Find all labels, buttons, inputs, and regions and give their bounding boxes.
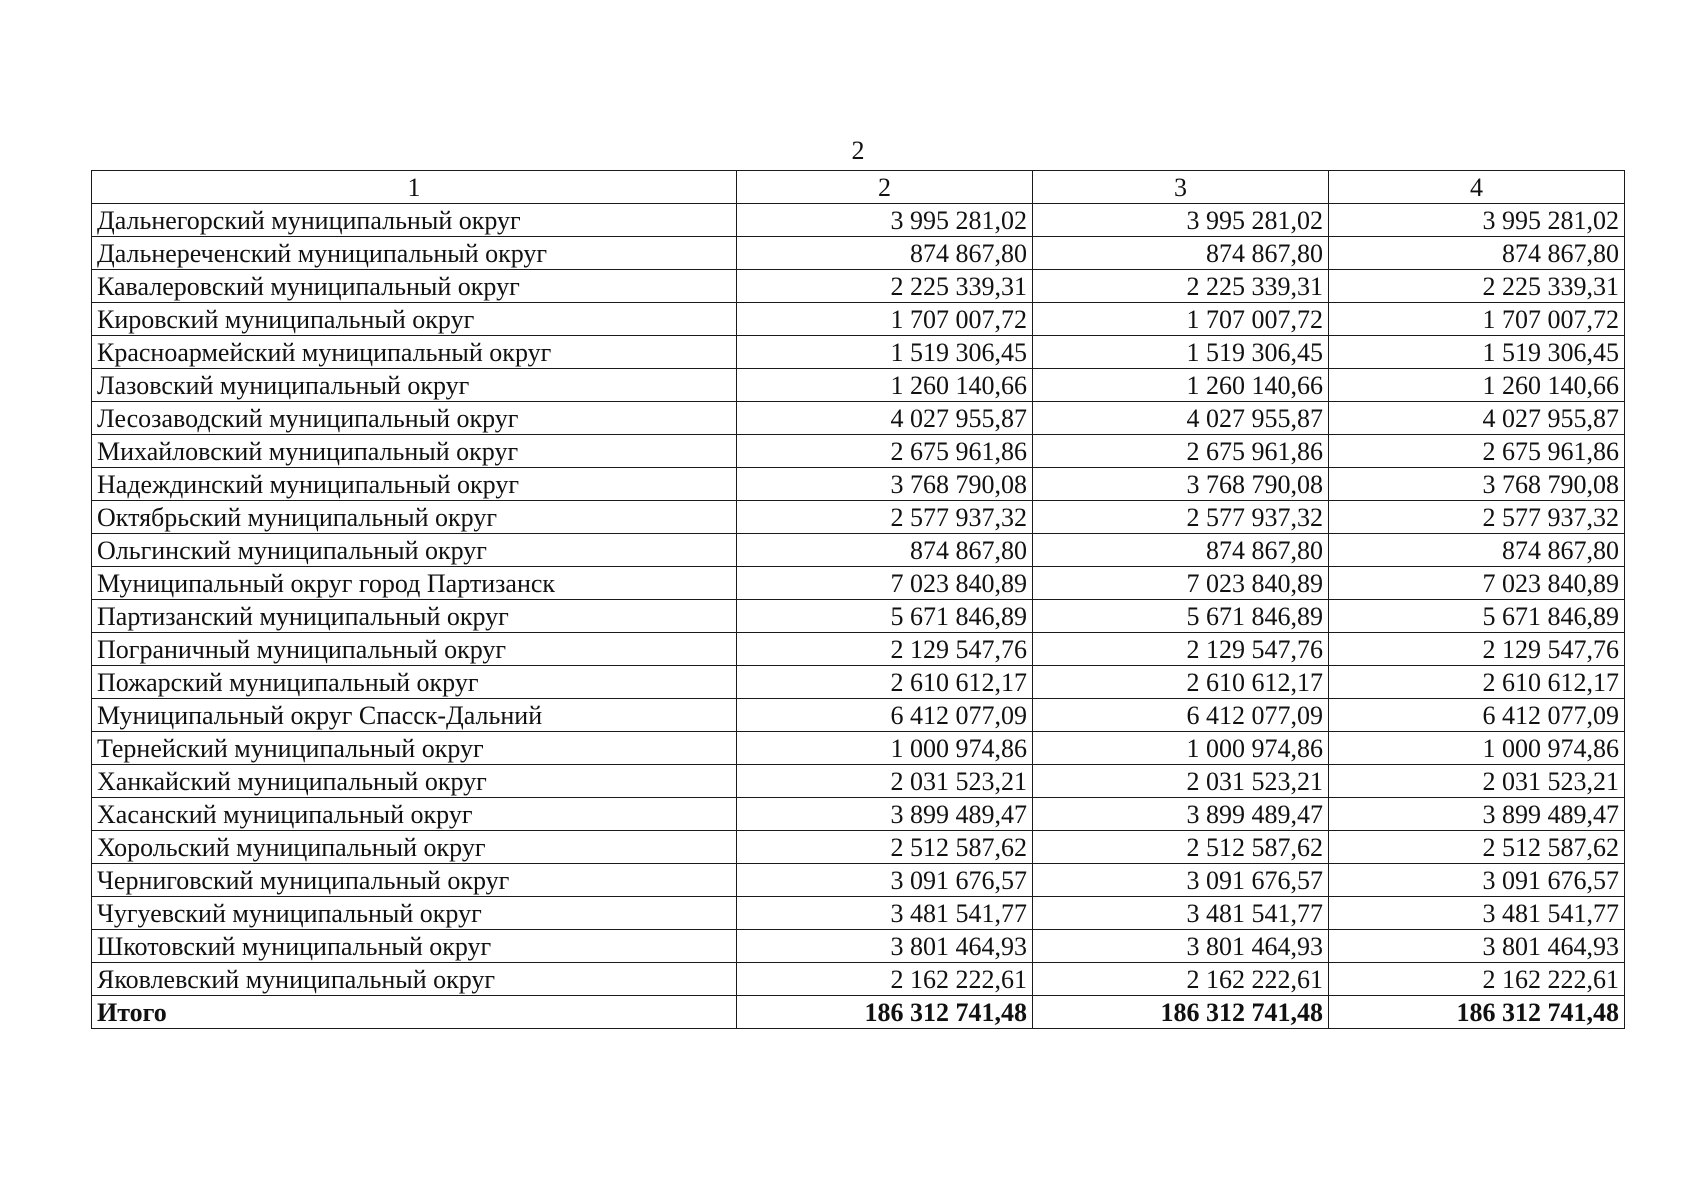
amount-cell: 3 091 676,57 bbox=[737, 864, 1033, 897]
amount-cell: 1 000 974,86 bbox=[1329, 732, 1625, 765]
amount-cell: 3 801 464,93 bbox=[737, 930, 1033, 963]
municipality-name-cell: Муниципальный округ город Партизанск bbox=[92, 567, 737, 600]
table-row bbox=[92, 765, 1625, 798]
amount-cell: 2 162 222,61 bbox=[1329, 963, 1625, 996]
table-row bbox=[92, 666, 1625, 699]
amount-cell: 4 027 955,87 bbox=[1033, 402, 1329, 435]
column-header: 1 bbox=[92, 171, 737, 204]
municipality-name-cell: Хасанский муниципальный округ bbox=[92, 798, 737, 831]
amount-cell: 1 260 140,66 bbox=[737, 369, 1033, 402]
table-row bbox=[92, 963, 1625, 996]
amount-cell: 6 412 077,09 bbox=[737, 699, 1033, 732]
amount-cell: 1 707 007,72 bbox=[737, 303, 1033, 336]
municipality-name-cell: Яковлевский муниципальный округ bbox=[92, 963, 737, 996]
amount-cell: 1 260 140,66 bbox=[1329, 369, 1625, 402]
amount-cell: 874 867,80 bbox=[737, 237, 1033, 270]
amount-cell: 3 091 676,57 bbox=[1329, 864, 1625, 897]
page-number: 2 bbox=[851, 136, 865, 165]
amount-cell: 2 577 937,32 bbox=[1033, 501, 1329, 534]
amount-cell: 4 027 955,87 bbox=[1329, 402, 1625, 435]
amount-cell: 1 519 306,45 bbox=[737, 336, 1033, 369]
table-row bbox=[92, 468, 1625, 501]
amount-cell: 3 481 541,77 bbox=[1033, 897, 1329, 930]
amount-cell: 2 162 222,61 bbox=[737, 963, 1033, 996]
municipality-name-cell: Тернейский муниципальный округ bbox=[92, 732, 737, 765]
municipality-name-cell: Партизанский муниципальный округ bbox=[92, 600, 737, 633]
table-row bbox=[92, 930, 1625, 963]
amount-cell: 4 027 955,87 bbox=[737, 402, 1033, 435]
table-row bbox=[92, 534, 1625, 567]
table-row bbox=[92, 402, 1625, 435]
amount-cell: 1 260 140,66 bbox=[1033, 369, 1329, 402]
amount-cell: 3 995 281,02 bbox=[737, 204, 1033, 237]
amount-cell: 1 707 007,72 bbox=[1033, 303, 1329, 336]
table-row bbox=[92, 600, 1625, 633]
municipality-name-cell: Лазовский муниципальный округ bbox=[92, 369, 737, 402]
amount-cell: 1 519 306,45 bbox=[1033, 336, 1329, 369]
amount-cell: 1 707 007,72 bbox=[1329, 303, 1625, 336]
amount-cell: 2 610 612,17 bbox=[1329, 666, 1625, 699]
municipality-name-cell: Ольгинский муниципальный округ bbox=[92, 534, 737, 567]
municipality-name-cell: Хорольский муниципальный округ bbox=[92, 831, 737, 864]
table-row bbox=[92, 864, 1625, 897]
amount-cell: 3 481 541,77 bbox=[1329, 897, 1625, 930]
amount-cell: 3 481 541,77 bbox=[737, 897, 1033, 930]
amount-cell: 2 031 523,21 bbox=[1329, 765, 1625, 798]
amount-cell: 186 312 741,48 bbox=[737, 996, 1033, 1029]
amount-cell: 3 995 281,02 bbox=[1033, 204, 1329, 237]
amount-cell: 5 671 846,89 bbox=[737, 600, 1033, 633]
amount-cell: 2 031 523,21 bbox=[1033, 765, 1329, 798]
amount-cell: 874 867,80 bbox=[1329, 534, 1625, 567]
table-row bbox=[92, 501, 1625, 534]
amount-cell: 3 801 464,93 bbox=[1329, 930, 1625, 963]
amount-cell: 2 577 937,32 bbox=[737, 501, 1033, 534]
amount-cell: 1 000 974,86 bbox=[737, 732, 1033, 765]
amount-cell: 3 899 489,47 bbox=[1033, 798, 1329, 831]
amount-cell: 3 801 464,93 bbox=[1033, 930, 1329, 963]
column-header: 4 bbox=[1329, 171, 1625, 204]
amount-cell: 186 312 741,48 bbox=[1033, 996, 1329, 1029]
amount-cell: 2 031 523,21 bbox=[737, 765, 1033, 798]
amount-cell: 2 675 961,86 bbox=[737, 435, 1033, 468]
table-row bbox=[92, 270, 1625, 303]
table-row bbox=[92, 369, 1625, 402]
amount-cell: 2 225 339,31 bbox=[1329, 270, 1625, 303]
amount-cell: 3 091 676,57 bbox=[1033, 864, 1329, 897]
table-row bbox=[92, 699, 1625, 732]
table-row bbox=[92, 237, 1625, 270]
table-body bbox=[92, 171, 1625, 1029]
amount-cell: 2 675 961,86 bbox=[1033, 435, 1329, 468]
amount-cell: 2 129 547,76 bbox=[1033, 633, 1329, 666]
table-row bbox=[92, 633, 1625, 666]
municipality-name-cell: Итого bbox=[92, 996, 737, 1029]
municipality-name-cell: Надеждинский муниципальный округ bbox=[92, 468, 737, 501]
amount-cell: 3 899 489,47 bbox=[737, 798, 1033, 831]
amount-cell: 2 512 587,62 bbox=[737, 831, 1033, 864]
amount-cell: 2 577 937,32 bbox=[1329, 501, 1625, 534]
municipality-name-cell: Лесозаводский муниципальный округ bbox=[92, 402, 737, 435]
amount-cell: 1 000 974,86 bbox=[1033, 732, 1329, 765]
amount-cell: 2 162 222,61 bbox=[1033, 963, 1329, 996]
municipality-name-cell: Октябрьский муниципальный округ bbox=[92, 501, 737, 534]
amount-cell: 3 995 281,02 bbox=[1329, 204, 1625, 237]
municipality-name-cell: Чугуевский муниципальный округ bbox=[92, 897, 737, 930]
amount-cell: 6 412 077,09 bbox=[1329, 699, 1625, 732]
amount-cell: 2 675 961,86 bbox=[1329, 435, 1625, 468]
column-header: 3 bbox=[1033, 171, 1329, 204]
amount-cell: 1 519 306,45 bbox=[1329, 336, 1625, 369]
column-number-row bbox=[92, 171, 1625, 204]
amount-cell: 874 867,80 bbox=[1033, 237, 1329, 270]
amount-cell: 2 225 339,31 bbox=[737, 270, 1033, 303]
amount-cell: 874 867,80 bbox=[1033, 534, 1329, 567]
total-row bbox=[92, 996, 1625, 1029]
municipality-name-cell: Михайловский муниципальный округ bbox=[92, 435, 737, 468]
table-row bbox=[92, 567, 1625, 600]
amount-cell: 7 023 840,89 bbox=[737, 567, 1033, 600]
amount-cell: 186 312 741,48 bbox=[1329, 996, 1625, 1029]
amount-cell: 3 768 790,08 bbox=[1329, 468, 1625, 501]
amount-cell: 2 225 339,31 bbox=[1033, 270, 1329, 303]
table-row bbox=[92, 435, 1625, 468]
municipality-name-cell: Дальнереченский муниципальный округ bbox=[92, 237, 737, 270]
amount-cell: 2 129 547,76 bbox=[737, 633, 1033, 666]
amount-cell: 6 412 077,09 bbox=[1033, 699, 1329, 732]
amount-cell: 3 899 489,47 bbox=[1329, 798, 1625, 831]
municipality-name-cell: Пожарский муниципальный округ bbox=[92, 666, 737, 699]
amount-cell: 2 610 612,17 bbox=[737, 666, 1033, 699]
amount-cell: 874 867,80 bbox=[1329, 237, 1625, 270]
amount-cell: 3 768 790,08 bbox=[1033, 468, 1329, 501]
table-row bbox=[92, 831, 1625, 864]
municipality-name-cell: Ханкайский муниципальный округ bbox=[92, 765, 737, 798]
municipality-name-cell: Дальнегорский муниципальный округ bbox=[92, 204, 737, 237]
data-table bbox=[91, 170, 1625, 1029]
table-row bbox=[92, 798, 1625, 831]
table-row bbox=[92, 204, 1625, 237]
column-header: 2 bbox=[737, 171, 1033, 204]
municipality-name-cell: Кавалеровский муниципальный округ bbox=[92, 270, 737, 303]
amount-cell: 2 512 587,62 bbox=[1033, 831, 1329, 864]
amount-cell: 7 023 840,89 bbox=[1329, 567, 1625, 600]
amount-cell: 5 671 846,89 bbox=[1033, 600, 1329, 633]
amount-cell: 7 023 840,89 bbox=[1033, 567, 1329, 600]
amount-cell: 2 610 612,17 bbox=[1033, 666, 1329, 699]
amount-cell: 3 768 790,08 bbox=[737, 468, 1033, 501]
municipality-name-cell: Муниципальный округ Спасск-Дальний bbox=[92, 699, 737, 732]
table-row bbox=[92, 732, 1625, 765]
municipality-name-cell: Красноармейский муниципальный округ bbox=[92, 336, 737, 369]
municipality-name-cell: Кировский муниципальный округ bbox=[92, 303, 737, 336]
table-row bbox=[92, 897, 1625, 930]
table-row bbox=[92, 336, 1625, 369]
amount-cell: 2 129 547,76 bbox=[1329, 633, 1625, 666]
amount-cell: 5 671 846,89 bbox=[1329, 600, 1625, 633]
amount-cell: 2 512 587,62 bbox=[1329, 831, 1625, 864]
municipality-name-cell: Черниговский муниципальный округ bbox=[92, 864, 737, 897]
municipality-name-cell: Шкотовский муниципальный округ bbox=[92, 930, 737, 963]
municipality-name-cell: Пограничный муниципальный округ bbox=[92, 633, 737, 666]
table-row bbox=[92, 303, 1625, 336]
amount-cell: 874 867,80 bbox=[737, 534, 1033, 567]
